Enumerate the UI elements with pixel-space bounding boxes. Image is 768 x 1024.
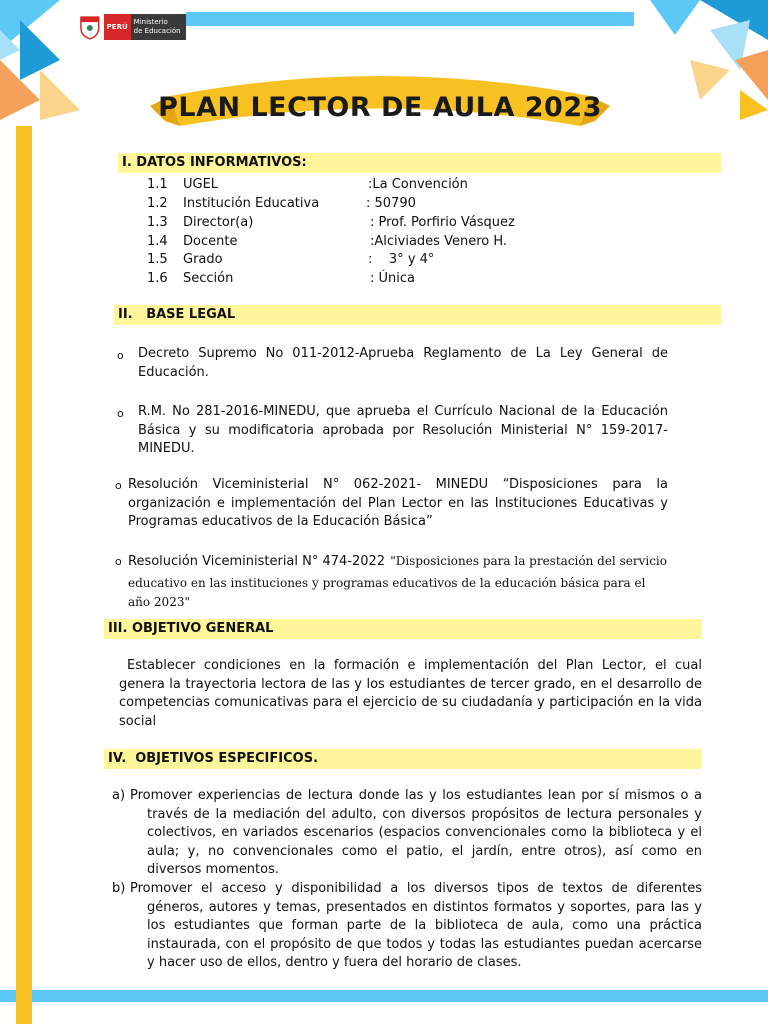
item-text: Promover el acceso y disponibilidad a los diversos tipos de textos de diferentes géneros, autores y temas, presentados en distintos formatos y soportes, para las y los estudiantes que forman parte de la biblioteca de aula, como una práctica instaurada, con el propósito de que todos y todas las estudiantes puedan acercarse y hacer uso de ellos, dentro y fuera del horario de clases. — [130, 881, 702, 971]
objetivo-general-text: Establecer condiciones en la formación e implementación del Plan Lector, el cual genera la trayectoria lectora de las y los estudiantes de tercer grado, en el desarrollo de competencias comunicativas para el ejercicio de su ciudadanía y participación en la vida social — [119, 658, 702, 729]
ministry-logo — [74, 10, 186, 44]
page-title: PLAN LECTOR DE AULA 2023 — [158, 92, 602, 123]
bottom-decorative-bar — [0, 990, 768, 1002]
datos-row: 1.6 Sección : Única — [147, 271, 415, 286]
logo-ministry-label: Ministerio de Educación — [131, 14, 186, 40]
bullet-marker: o — [115, 479, 122, 492]
base-legal-item: R.M. No 281-2016-MINEDU, que aprueba el Currículo Nacional de la Educación Básica y su modificatoria aprobada por Resolución Ministerial N° 159-2017-MINEDU. — [138, 404, 668, 457]
datos-list — [147, 176, 707, 296]
objetivo-especifico-item — [112, 880, 702, 973]
top-decorative-bar — [170, 12, 634, 26]
section-heading-base-legal: II. BASE LEGAL — [114, 305, 721, 325]
objetivo-especifico-item — [112, 787, 702, 880]
top-right-triangles-decoration — [640, 0, 768, 130]
base-legal-item: Decreto Supremo No 011-2012-Aprueba Reglamento de La Ley General de Educación. — [138, 346, 668, 380]
datos-row: 1.4 Docente :Alciviades Venero H. — [147, 234, 508, 249]
bullet-marker: o — [117, 349, 124, 362]
left-decorative-bar — [16, 126, 32, 1024]
logo-peru-label: PERÚ — [104, 14, 131, 40]
section-heading-objetivo-general: III. OBJETIVO GENERAL — [104, 619, 702, 639]
base-legal-item: Resolución Viceministerial N° 474-2022 "Disposiciones para la prestación del servicio educativo en las instituciones y programas educativos de la educación básica para el año 2023" — [128, 554, 667, 609]
section-heading-objetivos-especificos: IV. OBJETIVOS ESPECIFICOS. — [104, 749, 702, 769]
item-label: b) — [112, 881, 126, 896]
datos-row: 1.5 Grado : 3° y 4° — [147, 252, 435, 267]
item-text: Promover experiencias de lectura donde las y los estudiantes lean por sí mismos o a través de la mediación del adulto, con diversos propósitos de lectura personales y colectivos, en variados escenarios (espacios convencionales como la biblioteca y el aula; y, no convencionales como el patio, el jardín, entre otros), así como en diversos momentos. — [130, 788, 702, 878]
datos-row: 1.3 Director(a) : Prof. Porfirio Vásquez — [147, 215, 515, 230]
datos-row: 1.1 UGEL :La Convención — [147, 177, 468, 192]
bullet-marker: o — [117, 407, 124, 420]
peru-shield-icon — [78, 14, 102, 40]
base-legal-item: Resolución Viceministerial N° 062-2021- MINEDU “Disposiciones para la organización e implementación del Plan Lector en las Instituciones Educativas y Programas educativos de la Educación Básica” — [128, 477, 668, 530]
item-label: a) — [112, 788, 126, 803]
datos-row: 1.2 Institución Educativa : 50790 — [147, 196, 416, 211]
section-heading-datos: I. DATOS INFORMATIVOS: — [118, 153, 721, 173]
bullet-marker: o — [115, 555, 122, 568]
